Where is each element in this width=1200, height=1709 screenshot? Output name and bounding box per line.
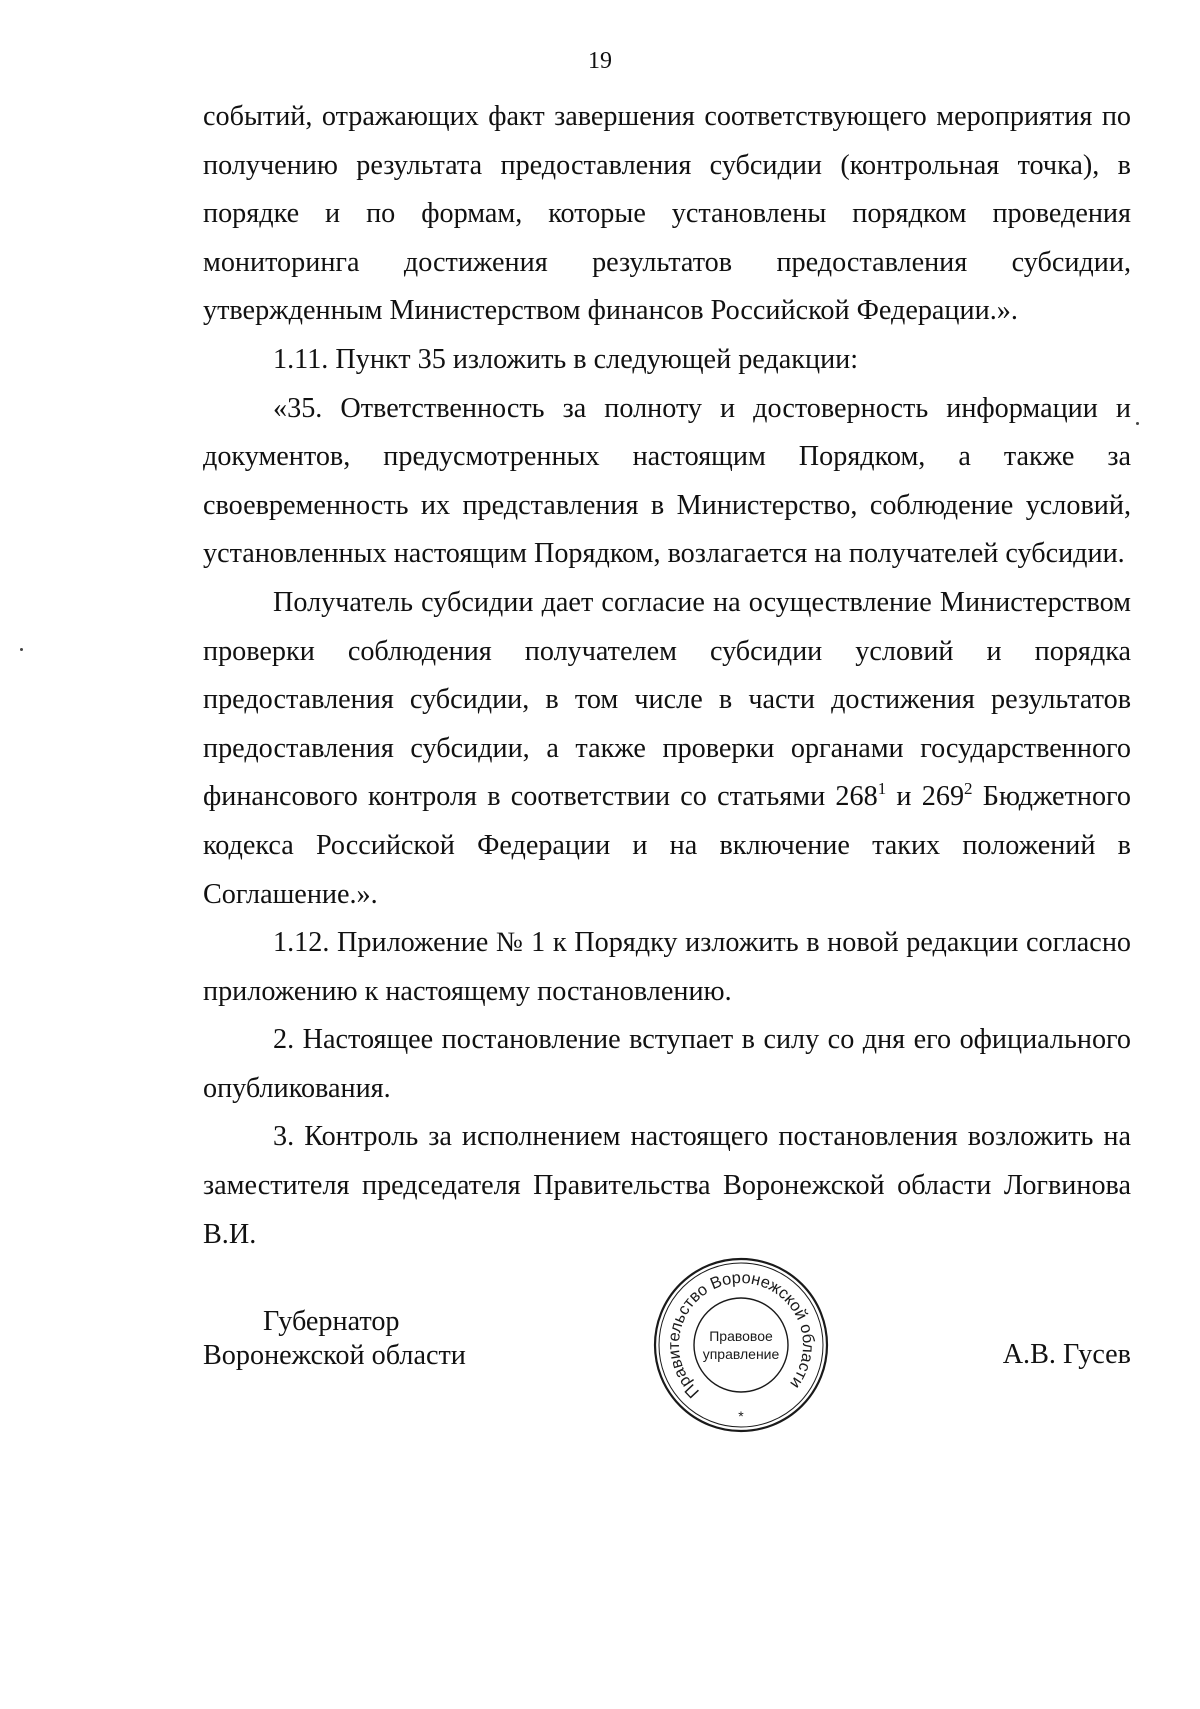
paragraph: «35. Ответственность за полноту и достоверность информации и документов, предусмотренных настоящим Порядком, а также за своевременность их представления в Министерство, соблюдение условий, установленных настоящим Порядком, возлагается на получателей субсидии.	[203, 392, 1131, 570]
paragraph: 1.11. Пункт 35 изложить в следующей редакции:	[273, 343, 859, 375]
seal-outer-text: Правительство Воронежской области	[664, 1268, 818, 1402]
signatory-region: Воронежской области	[203, 1340, 466, 1371]
scan-artifact-dot	[1136, 422, 1139, 425]
seal-inner-ring	[694, 1298, 788, 1392]
signatory-title	[203, 1305, 466, 1373]
seal-star: *	[738, 1408, 744, 1424]
official-seal	[651, 1255, 831, 1435]
paragraph	[203, 579, 1131, 919]
signatory-position: Губернатор	[263, 1306, 400, 1337]
seal-graphic	[651, 1255, 831, 1435]
paragraph: 2. Настоящее постановление вступает в силу со дня его официального опубликования.	[203, 1024, 1131, 1104]
paragraph-text: и 269	[886, 781, 965, 813]
document-body	[203, 93, 1131, 1259]
seal-outer-ring-thin	[659, 1263, 823, 1427]
paragraph: 3. Контроль за исполнением настоящего постановления возложить на заместителя председателя Правительства Воронежской области Логвинова В.И.	[203, 1121, 1131, 1250]
signatory-name: А.В. Гусев	[1002, 1339, 1131, 1370]
paragraph-text: Бюджетного кодекса Российской Федерации и на включение таких положений в Соглашение.».	[203, 781, 1132, 910]
paragraph: событий, отражающих факт завершения соответствующего мероприятия по получению результата предоставления субсидии (контрольная точка), в порядке и по формам, которые установлены порядком проведения мониторинга достижения результатов предоставления субсидии, утвержденным Министерством финансов Российской Федерации.».	[203, 101, 1131, 327]
paragraph: 1.12. Приложение № 1 к Порядку изложить в новой редакции согласно приложению к настоящему постановлению.	[203, 927, 1131, 1007]
seal-inner-text-line2: управление	[702, 1346, 780, 1362]
scan-artifact-dot	[20, 648, 23, 651]
paragraph-text: Получатель субсидии дает согласие на осуществление Министерством проверки соблюдения получателем субсидии условий и порядка предоставления субсидии, в том числе в части достижения результатов предоставления субсидии, а также проверки органами государственного финансового контроля в соответствии со статьями 268	[203, 586, 1131, 813]
superscript: 1	[877, 779, 887, 799]
seal-inner-text-line1: Правовое	[709, 1328, 773, 1344]
page-number: 19	[588, 48, 612, 74]
superscript: 2	[964, 779, 973, 799]
